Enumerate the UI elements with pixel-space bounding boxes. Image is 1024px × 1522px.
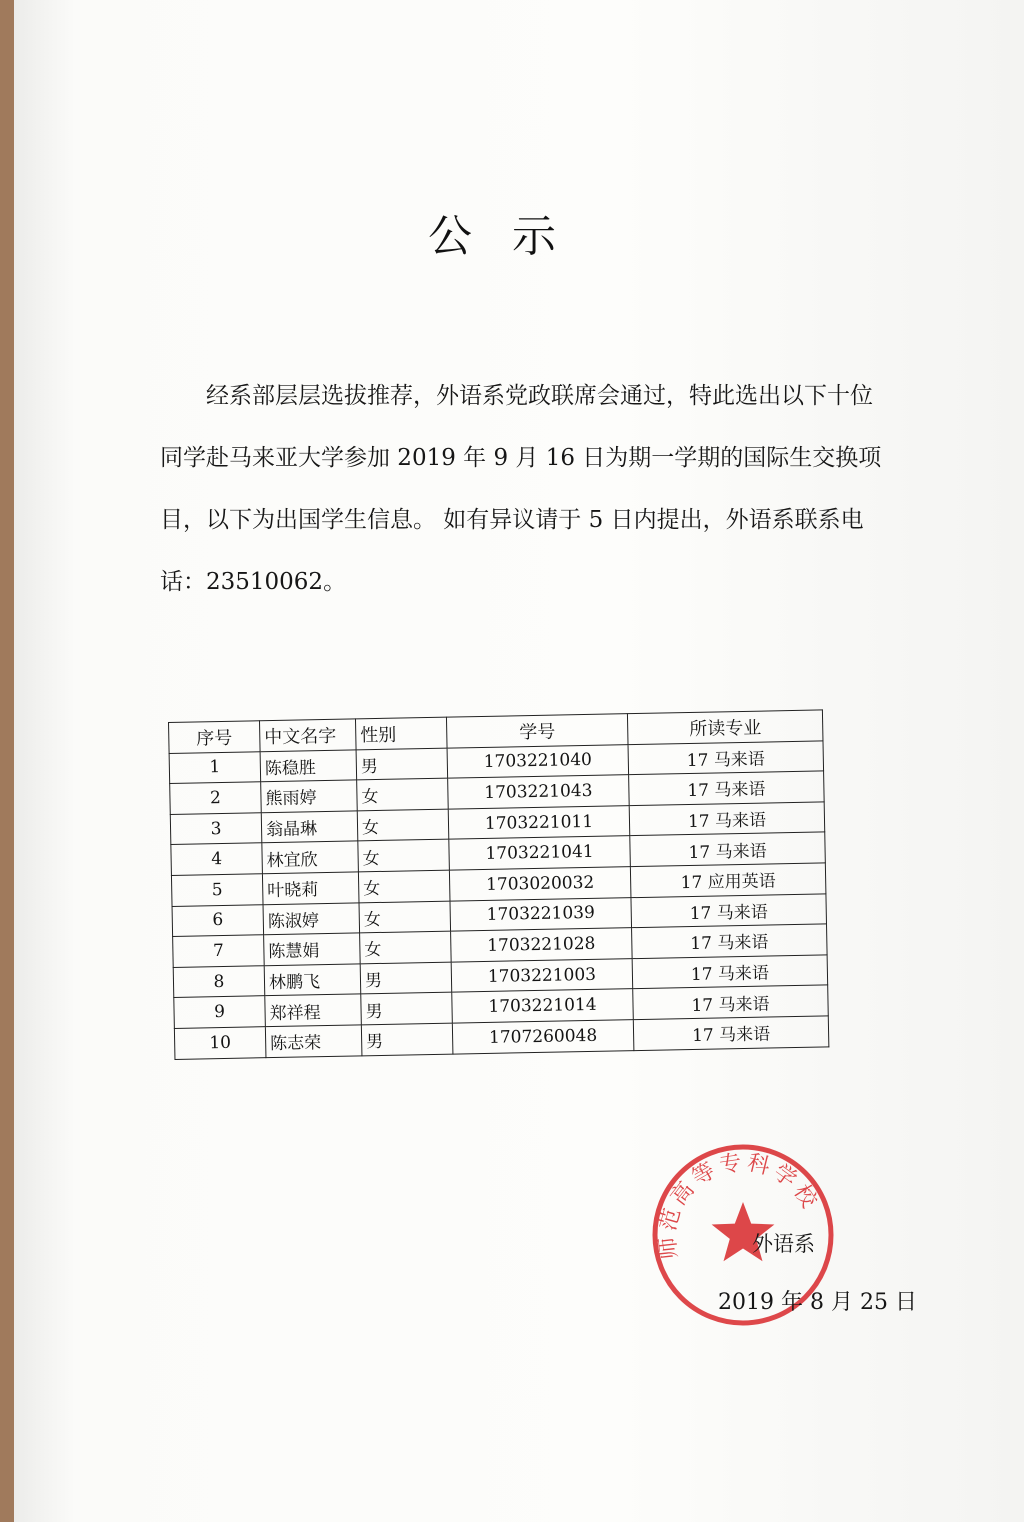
cell-gender: 男 [361,992,453,1024]
cell-seq: 2 [170,782,262,814]
cell-major: 17 马来语 [631,893,827,927]
notice-body: 经系部层层选拔推荐，外语系党政联席会通过，特此选出以下十位同学赴马来亚大学参加 2019 年 9 月 16 日为期一学期的国际生交换项目，以下为出国学生信息。 如有异议请于 5 日内提出，外语系联系电话：23510062。 [160,383,882,595]
header-major: 所读专业 [627,710,823,744]
seal-text: 师范高等专科学校 [655,1150,824,1261]
cell-gender: 女 [357,778,449,810]
cell-gender: 女 [358,870,450,902]
cell-name: 陈志荣 [265,1025,362,1057]
cell-gender: 女 [360,931,452,963]
cell-gender: 女 [359,901,451,933]
cell-seq: 9 [174,996,266,1028]
signing-department: 外语系 [752,1232,815,1256]
cell-name: 陈稳胜 [260,749,357,781]
cell-major: 17 马来语 [628,741,824,775]
cell-major: 17 马来语 [632,955,828,989]
cell-student-id: 1703221014 [452,989,634,1023]
cell-major: 17 马来语 [633,985,829,1019]
cell-name: 林宜欣 [262,841,359,873]
header-student-id: 学号 [446,714,628,748]
cell-seq: 3 [170,813,262,845]
cell-name: 翁晶琳 [261,811,358,843]
cell-gender: 女 [358,840,450,872]
cell-seq: 10 [174,1027,266,1059]
cell-gender: 男 [360,962,452,994]
notice-title: 公示 [428,211,596,262]
table-body [169,741,829,1059]
cell-gender: 男 [356,748,448,780]
cell-name: 熊雨婷 [261,780,358,812]
cell-major: 17 马来语 [633,1016,829,1050]
cell-seq: 8 [173,965,265,997]
cell-student-id: 1707260048 [452,1020,634,1054]
cell-name: 林鹏飞 [264,964,361,996]
header-gender: 性别 [355,717,447,749]
header-name: 中文名字 [259,719,356,751]
cell-seq: 6 [172,904,264,936]
cell-seq: 7 [173,935,265,967]
cell-student-id: 1703221039 [450,897,632,931]
cell-name: 陈淑婷 [263,902,360,934]
cell-major: 17 马来语 [629,771,825,805]
cell-major: 17 马来语 [632,924,828,958]
cell-student-id: 1703221003 [451,958,633,992]
cell-student-id: 1703221011 [448,805,630,839]
cell-major: 17 应用英语 [630,863,826,897]
cell-seq: 5 [171,874,263,906]
cell-student-id: 1703221040 [447,744,629,778]
cell-student-id: 1703221043 [448,775,630,809]
cell-student-id: 1703020032 [449,867,631,901]
cell-name: 郑祥程 [265,994,362,1026]
cell-gender: 男 [361,1023,453,1055]
cell-gender: 女 [357,809,449,841]
cell-student-id: 1703221028 [451,928,633,962]
cell-student-id: 1703221041 [449,836,631,870]
cell-name: 叶晓莉 [262,872,359,904]
signing-date: 2019 年 8 月 25 日 [718,1290,917,1315]
cell-name: 陈慧娟 [264,933,361,965]
cell-major: 17 马来语 [630,832,826,866]
student-table [168,709,829,1059]
cell-seq: 1 [169,751,261,783]
cell-seq: 4 [171,843,263,875]
header-seq: 序号 [169,721,261,753]
cell-major: 17 马来语 [629,802,825,836]
